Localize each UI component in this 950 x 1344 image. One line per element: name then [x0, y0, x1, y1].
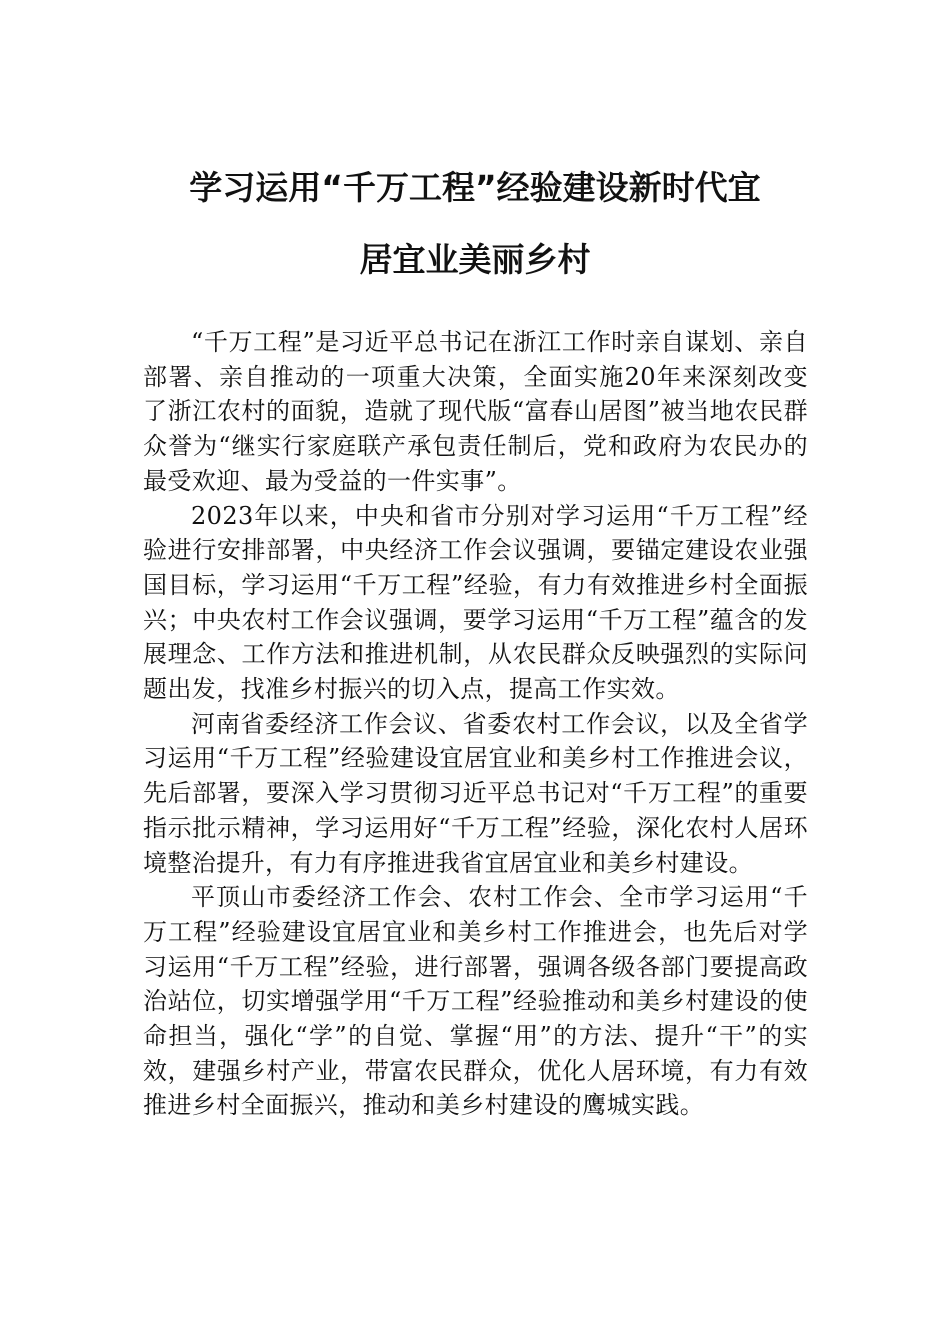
document-body [143, 325, 808, 1123]
paragraph-1: “千万工程”是习近平总书记在浙江工作时亲自谋划、亲自部署、亲自推动的一项重大决策，全面实施20年来深刻改变了浙江农村的面貌，造就了现代版“富春山居图”被当地农民群众誉为“继实行家庭联产承包责任制后，党和政府为农民办的最受欢迎、最为受益的一件实事”。 [143, 328, 808, 495]
paragraph-2: 2023年以来，中央和省市分别对学习运用“千万工程”经验进行安排部署，中央经济工作会议强调，要锚定建设农业强国目标，学习运用“千万工程”经验，有力有效推进乡村全面振兴；中央农村工作会议强调，要学习运用“千万工程”蕴含的发展理念、工作方法和推进机制，从农民群众反映强烈的实际问题出发，找准乡村振兴的切入点，提高工作实效。 [143, 501, 808, 704]
document-title-line-1: 学习运用“千万工程”经验建设新时代宜 [189, 168, 761, 207]
document-title-line-2: 居宜业美丽乡村 [359, 240, 591, 279]
paragraph-3: 河南省委经济工作会议、省委农村工作会议，以及全省学习运用“千万工程”经验建设宜居宜业和美乡村工作推进会议，先后部署，要深入学习贯彻习近平总书记对“千万工程”的重要指示批示精神，学习运用好“千万工程”经验，深化农村人居环境整治提升，有力有序推进我省宜居宜业和美乡村建设。 [143, 709, 808, 877]
paragraph-4: 平顶山市委经济工作会、农村工作会、全市学习运用“千万工程”经验建设宜居宜业和美乡村工作推进会，也先后对学习运用“千万工程”经验，进行部署，强调各级各部门要提高政治站位，切实增强学用“千万工程”经验推动和美乡村建设的使命担当，强化“学”的自觉、掌握“用”的方法、提升“干”的实效，建强乡村产业，带富农民群众，优化人居环境，有力有效推进乡村全面振兴，推动和美乡村建设的鹰城实践。 [143, 883, 808, 1120]
